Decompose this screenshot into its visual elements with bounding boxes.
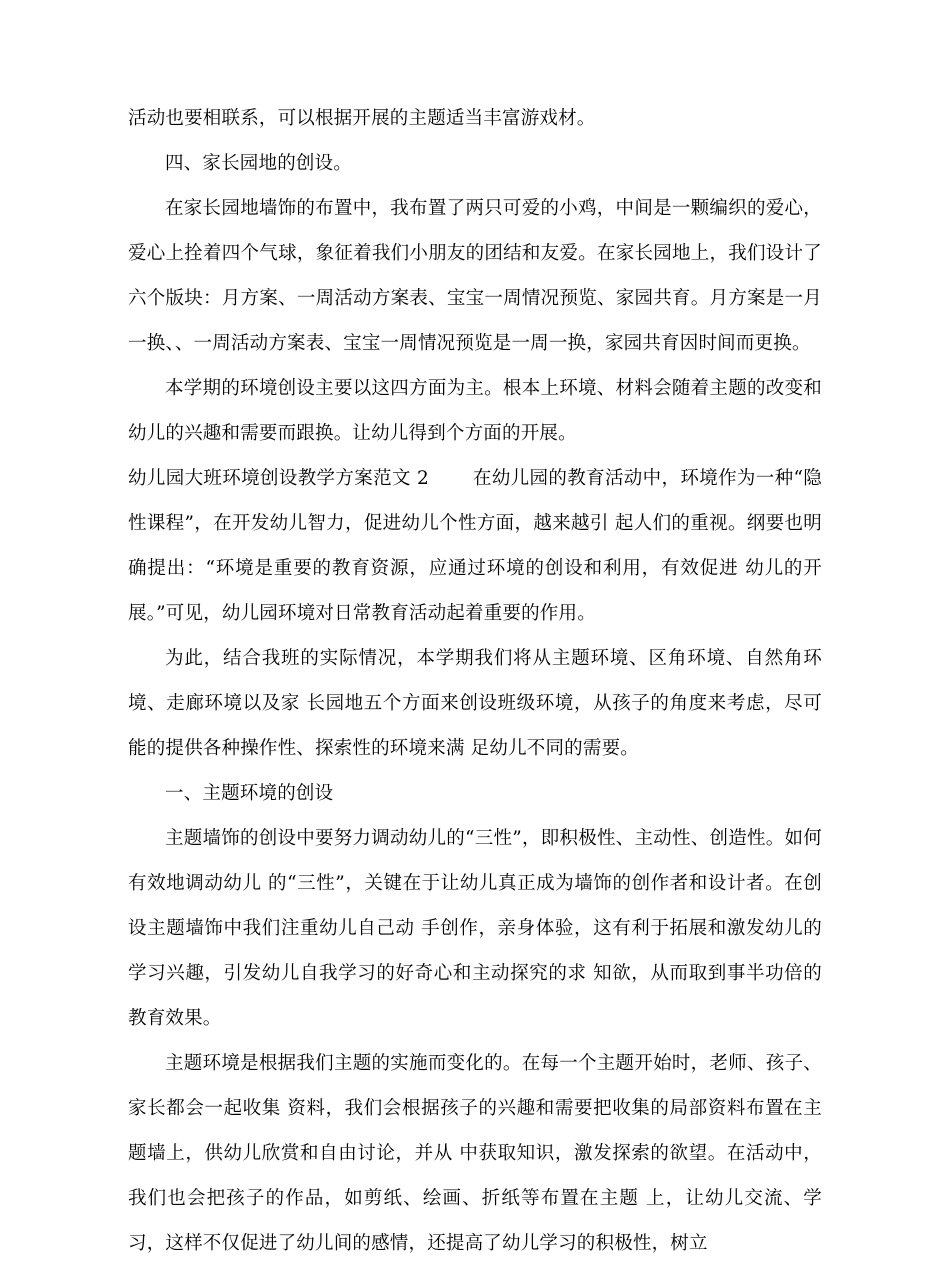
paragraph-4: 本学期的环境创设主要以这四方面为主。根本上环境、材料会随着主题的改变和幼儿的兴趣和需要而跟换。让幼儿得到个方面的开展。: [128, 378, 822, 444]
paragraph-2: 四、家长园地的创设。: [165, 153, 353, 174]
paragraph-3: 在家长园地墙饰的布置中，我布置了两只可爱的小鸡，中间是一颗编织的爱心，爱心上拴着四个气球，象征着我们小朋友的团结和友爱。在家长园地上，我们设计了六个版块：月方案、一周活动方案表、宝宝一周情况预览、家园共育。月方案是一月一换、、一周活动方案表、宝宝一周情况预览是一周一换，家园共育因时间而更换。: [128, 198, 822, 354]
document-body: [128, 96, 822, 1266]
paragraph-7: 一、主题环境的创设: [165, 783, 334, 804]
paragraph-9: 主题环境是根据我们主题的实施而变化的。在每一个主题开始时，老师、孩子、家长都会一起收集 资料，我们会根据孩子的兴趣和需要把收集的局部资料布置在主题墙上，供幼儿欣赏和自由讨论，并从 中获取知识，激发探索的欲望。在活动中，我们也会把孩子的作品，如剪纸、绘画、折纸等布置在主题 上，让幼儿交流、学习，这样不仅促进了幼儿间的感情，还提高了幼儿学习的积极性，树立: [128, 1053, 822, 1254]
paragraph-8: 主题墙饰的创设中要努力调动幼儿的“三性”，即积极性、主动性、创造性。如何有效地调动幼儿 的“三性”，关键在于让幼儿真正成为墙饰的创作者和设计者。在创设主题墙饰中我们注重幼儿自己动 手创作，亲身体验，这有利于拓展和激发幼儿的学习兴趣，引发幼儿自我学习的好奇心和主动探究的求 知欲，从而取到事半功倍的教育效果。: [128, 828, 822, 1029]
paragraph-1: 活动也要相联系，可以根据开展的主题适当丰富游戏材。: [128, 108, 596, 129]
paragraph-5: 幼儿园大班环境创设教学方案范文 2 在幼儿园的教育活动中，环境作为一种“隐性课程”，在开发幼儿智力，促进幼儿个性方面，越来越引 起人们的重视。纲要也明确提出：“环境是重要的教育资源，应通过环境的创设和利用，有效促进 幼儿的开展。”可见，幼儿园环境对日常教育活动起着重要的作用。: [128, 468, 822, 624]
paragraph-6: 为此，结合我班的实际情况，本学期我们将从主题环境、区角环境、自然角环境、走廊环境以及家 长园地五个方面来创设班级环境，从孩子的角度来考虑，尽可能的提供各种操作性、探索性的环境来满 足幼儿不同的需要。: [128, 648, 822, 759]
